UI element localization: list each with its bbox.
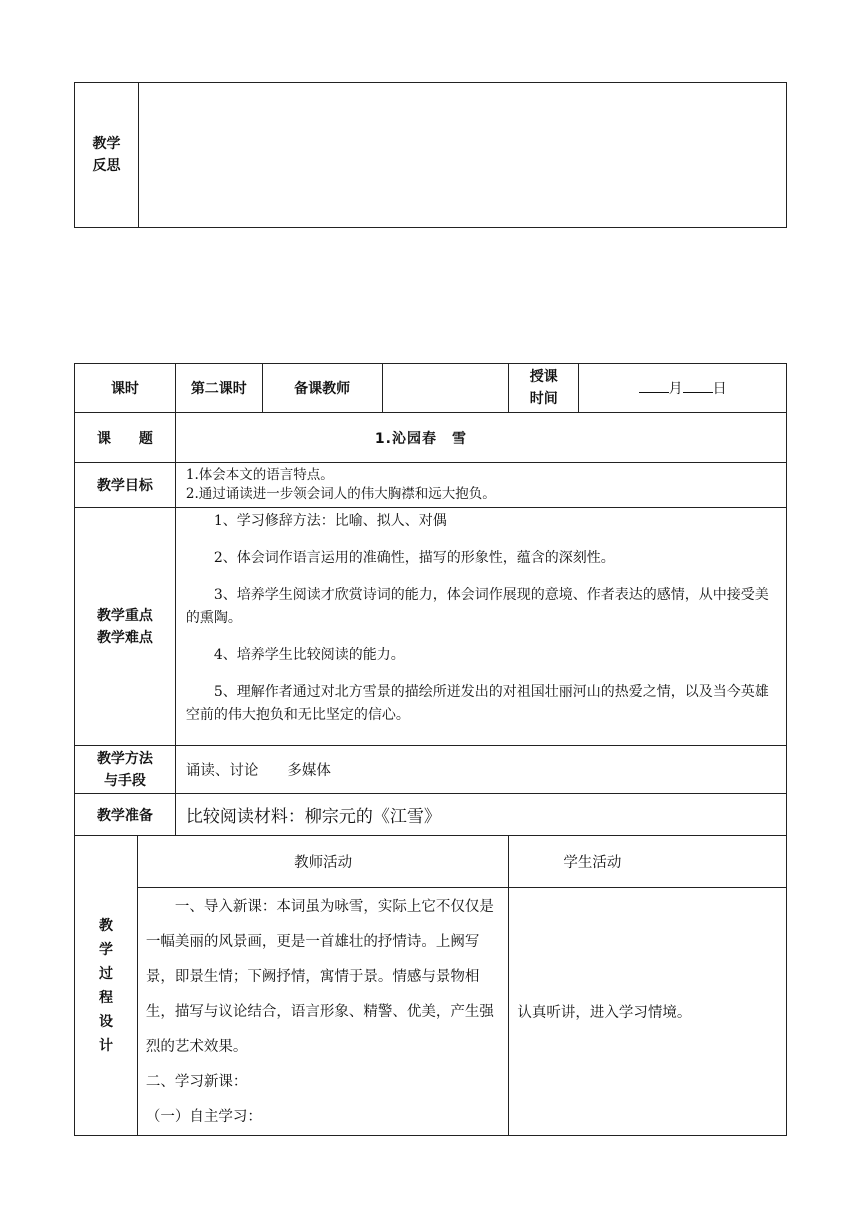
student-activity-header: 学生活动 [509, 836, 787, 888]
teacher-activity-header: 教师活动 [137, 836, 508, 888]
keypoint-item: 3、培养学生阅读才欣赏诗词的能力，体会词作展现的意境、作者表达的感情，从中接受美的熏陶。 [185, 587, 769, 626]
process-label-char: 程 [98, 989, 113, 1006]
teacher-label: 备课教师 [262, 364, 382, 413]
keypoints-label-line2: 教学难点 [96, 629, 153, 646]
method-label [75, 746, 176, 794]
method-label-line2: 与手段 [103, 772, 146, 789]
process-label [75, 836, 138, 1136]
teacher-activity-paragraph: 二、学习新课： [145, 1074, 248, 1090]
day-label: 日 [712, 381, 727, 397]
prep-value: 比较阅读材料：柳宗元的《江雪》 [175, 794, 786, 836]
keypoint-item: 2、体会词作语言运用的准确性，描写的形象性，蕴含的深刻性。 [213, 550, 615, 566]
period-label: 课时 [75, 364, 176, 413]
topic-label: 课 题 [75, 413, 176, 463]
goal-item: 2.通过诵读进一步领会词人的伟大胸襟和远大抱负。 [185, 486, 496, 502]
time-label-line2: 时间 [529, 391, 558, 407]
process-label-char: 教 [98, 917, 113, 934]
method-label-line1: 教学方法 [96, 750, 153, 767]
process-label-char: 过 [98, 965, 113, 982]
keypoint-item: 4、培养学生比较阅读的能力。 [213, 647, 405, 663]
teacher-activity-content [137, 888, 508, 1136]
time-label [509, 364, 579, 413]
reflection-label [75, 83, 139, 228]
month-label: 月 [668, 381, 683, 397]
student-activity-content: 认真听讲，进入学习情境。 [509, 888, 787, 1136]
goal-item: 1.体会本文的语言特点。 [185, 467, 334, 483]
month-blank [639, 378, 669, 393]
reflection-label-line1: 教学 [92, 136, 121, 152]
teacher-activity-paragraph: 一、导入新课：本词虽为咏雪，实际上它不仅仅是一幅美丽的风景画，更是一首雄壮的抒情诗。上阙写景，即景生情；下阙抒情，寓情于景。情感与景物相生，描写与议论结合，语言形象、精警、优美，产生强烈的艺术效果。 [145, 899, 494, 1055]
keypoints-list [175, 508, 786, 746]
time-label-line1: 授课 [529, 369, 558, 385]
lesson-plan-table [74, 363, 787, 1136]
keypoint-item: 1、学习修辞方法：比喻、拟人、对偶 [213, 513, 447, 529]
reflection-label-line2: 反思 [92, 158, 121, 174]
prep-label: 教学准备 [75, 794, 176, 836]
topic-title: 1.沁园春 雪 [175, 413, 786, 463]
date-field [579, 364, 787, 413]
process-label-char: 学 [98, 941, 113, 958]
teacher-activity-paragraph: （一）自主学习： [145, 1109, 262, 1125]
day-blank [683, 378, 713, 393]
reflection-content [139, 83, 787, 228]
method-value: 诵读、讨论 多媒体 [175, 746, 786, 794]
process-label-char: 设 [98, 1013, 113, 1030]
goals-list [175, 463, 786, 508]
period-value: 第二课时 [175, 364, 262, 413]
keypoints-label-line1: 教学重点 [96, 607, 153, 624]
process-label-char: 计 [98, 1037, 113, 1054]
goals-label: 教学目标 [75, 463, 176, 508]
teacher-value [382, 364, 509, 413]
reflection-table [74, 82, 787, 228]
keypoints-label [75, 508, 176, 746]
keypoint-item: 5、理解作者通过对北方雪景的描绘所迸发出的对祖国壮丽河山的热爱之情，以及当今英雄空前的伟大抱负和无比坚定的信心。 [185, 684, 769, 723]
